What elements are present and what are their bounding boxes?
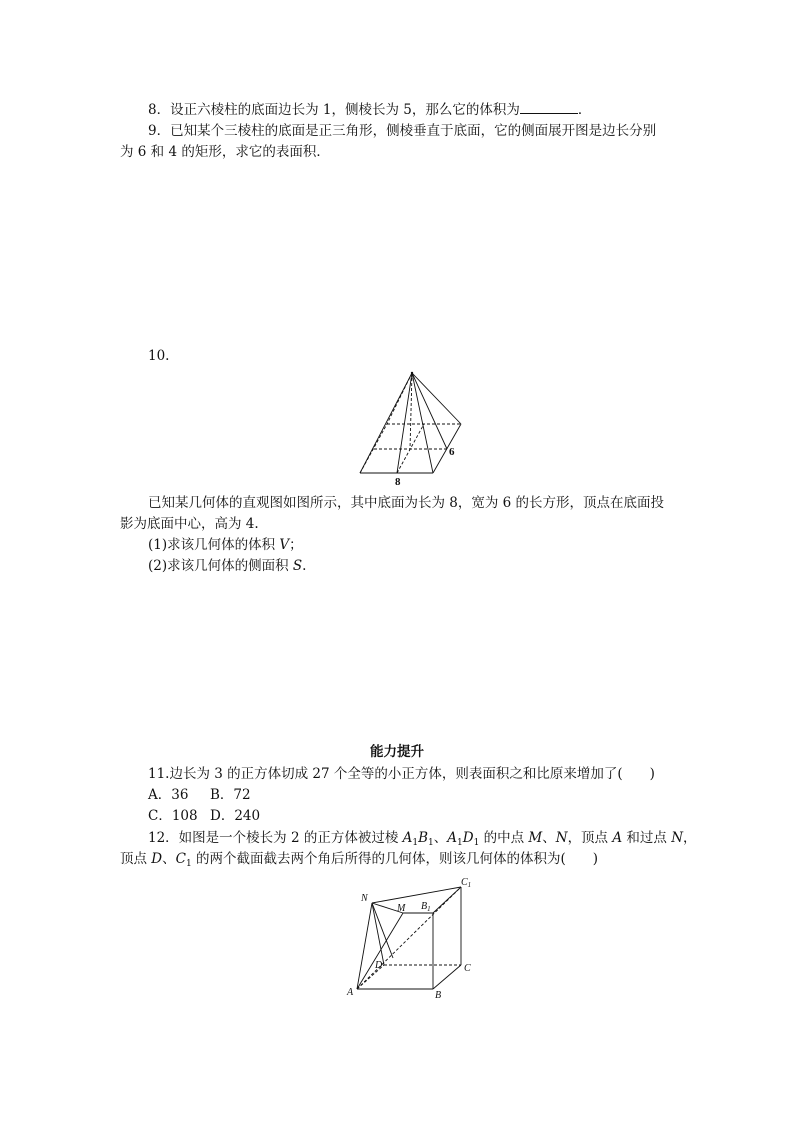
label-N: N — [361, 893, 368, 904]
lateral-edge-back-right — [412, 373, 461, 424]
q8-text: 8．设正六棱柱的底面边长为 1，侧棱长为 5，那么它的体积为 — [148, 102, 520, 118]
q10-line-2: 影为底面中心，高为 4. — [120, 516, 259, 532]
label-B: B — [435, 990, 442, 1001]
label-M: M — [397, 903, 406, 914]
question-8 — [148, 100, 591, 119]
pyramid-figure — [355, 368, 475, 488]
q9-line-1: 9．已知某个三棱柱的底面是正三角形，侧棱垂直于底面，它的侧面展开图是边长分别 — [148, 123, 657, 139]
label-A: A — [347, 987, 354, 998]
edge-N-D-2 — [372, 903, 393, 958]
slant-height-right — [412, 373, 447, 449]
section-title: 能力提升 — [370, 744, 424, 760]
q12-line-2: 顶点 D、$C_1$ 的两个截面截去两个角后所得的几何体，则该几何体的体积为( ) — [120, 851, 599, 869]
label-width: 6 — [449, 446, 455, 458]
q11-option-d: D．240 — [210, 808, 261, 824]
edge-B-C — [433, 965, 461, 989]
q11-text: 11.边长为 3 的正方体切成 27 个全等的小正方体，则表面积之和比原来增加了( ) — [148, 766, 655, 782]
label-C1: $C_1$ — [461, 877, 472, 889]
cube-figure — [343, 876, 483, 1001]
lateral-edge-front-right — [412, 373, 433, 473]
q11-option-b: B．72 — [210, 787, 251, 803]
edge-N-D — [372, 903, 384, 965]
label-B1: $B_1$ — [421, 901, 431, 913]
q10-number: 10. — [148, 348, 170, 364]
answer-blank — [520, 100, 578, 114]
q12-line-1: 12．如图是一个棱长为 2 的正方体被过棱 $A_1B_1$、$A_1D_1$ 的中点 M、N，顶点 A 和过点 N， — [148, 830, 697, 848]
q10-part-1: (1)求该几何体的体积 V； — [148, 537, 303, 553]
q11-options-row-2 — [148, 807, 260, 825]
q11-option-a: A．36 — [148, 787, 189, 803]
hidden-A-C1 — [357, 887, 461, 989]
label-D: D — [375, 960, 383, 971]
q10-line-1: 已知某几何体的直观图如图所示，其中底面为长为 8，宽为 6 的长方形，顶点在底面投 — [148, 495, 665, 511]
q10-part-2: (2)求该几何体的侧面积 S. — [148, 558, 307, 574]
label-C: C — [464, 963, 471, 974]
q11-option-c: C．108 — [148, 808, 198, 824]
q9-line-2: 为 6 和 4 的矩形，求它的表面积． — [120, 144, 330, 160]
q8-end: ． — [577, 102, 592, 118]
q11-options-row-1 — [148, 786, 251, 804]
label-length: 8 — [395, 476, 401, 488]
